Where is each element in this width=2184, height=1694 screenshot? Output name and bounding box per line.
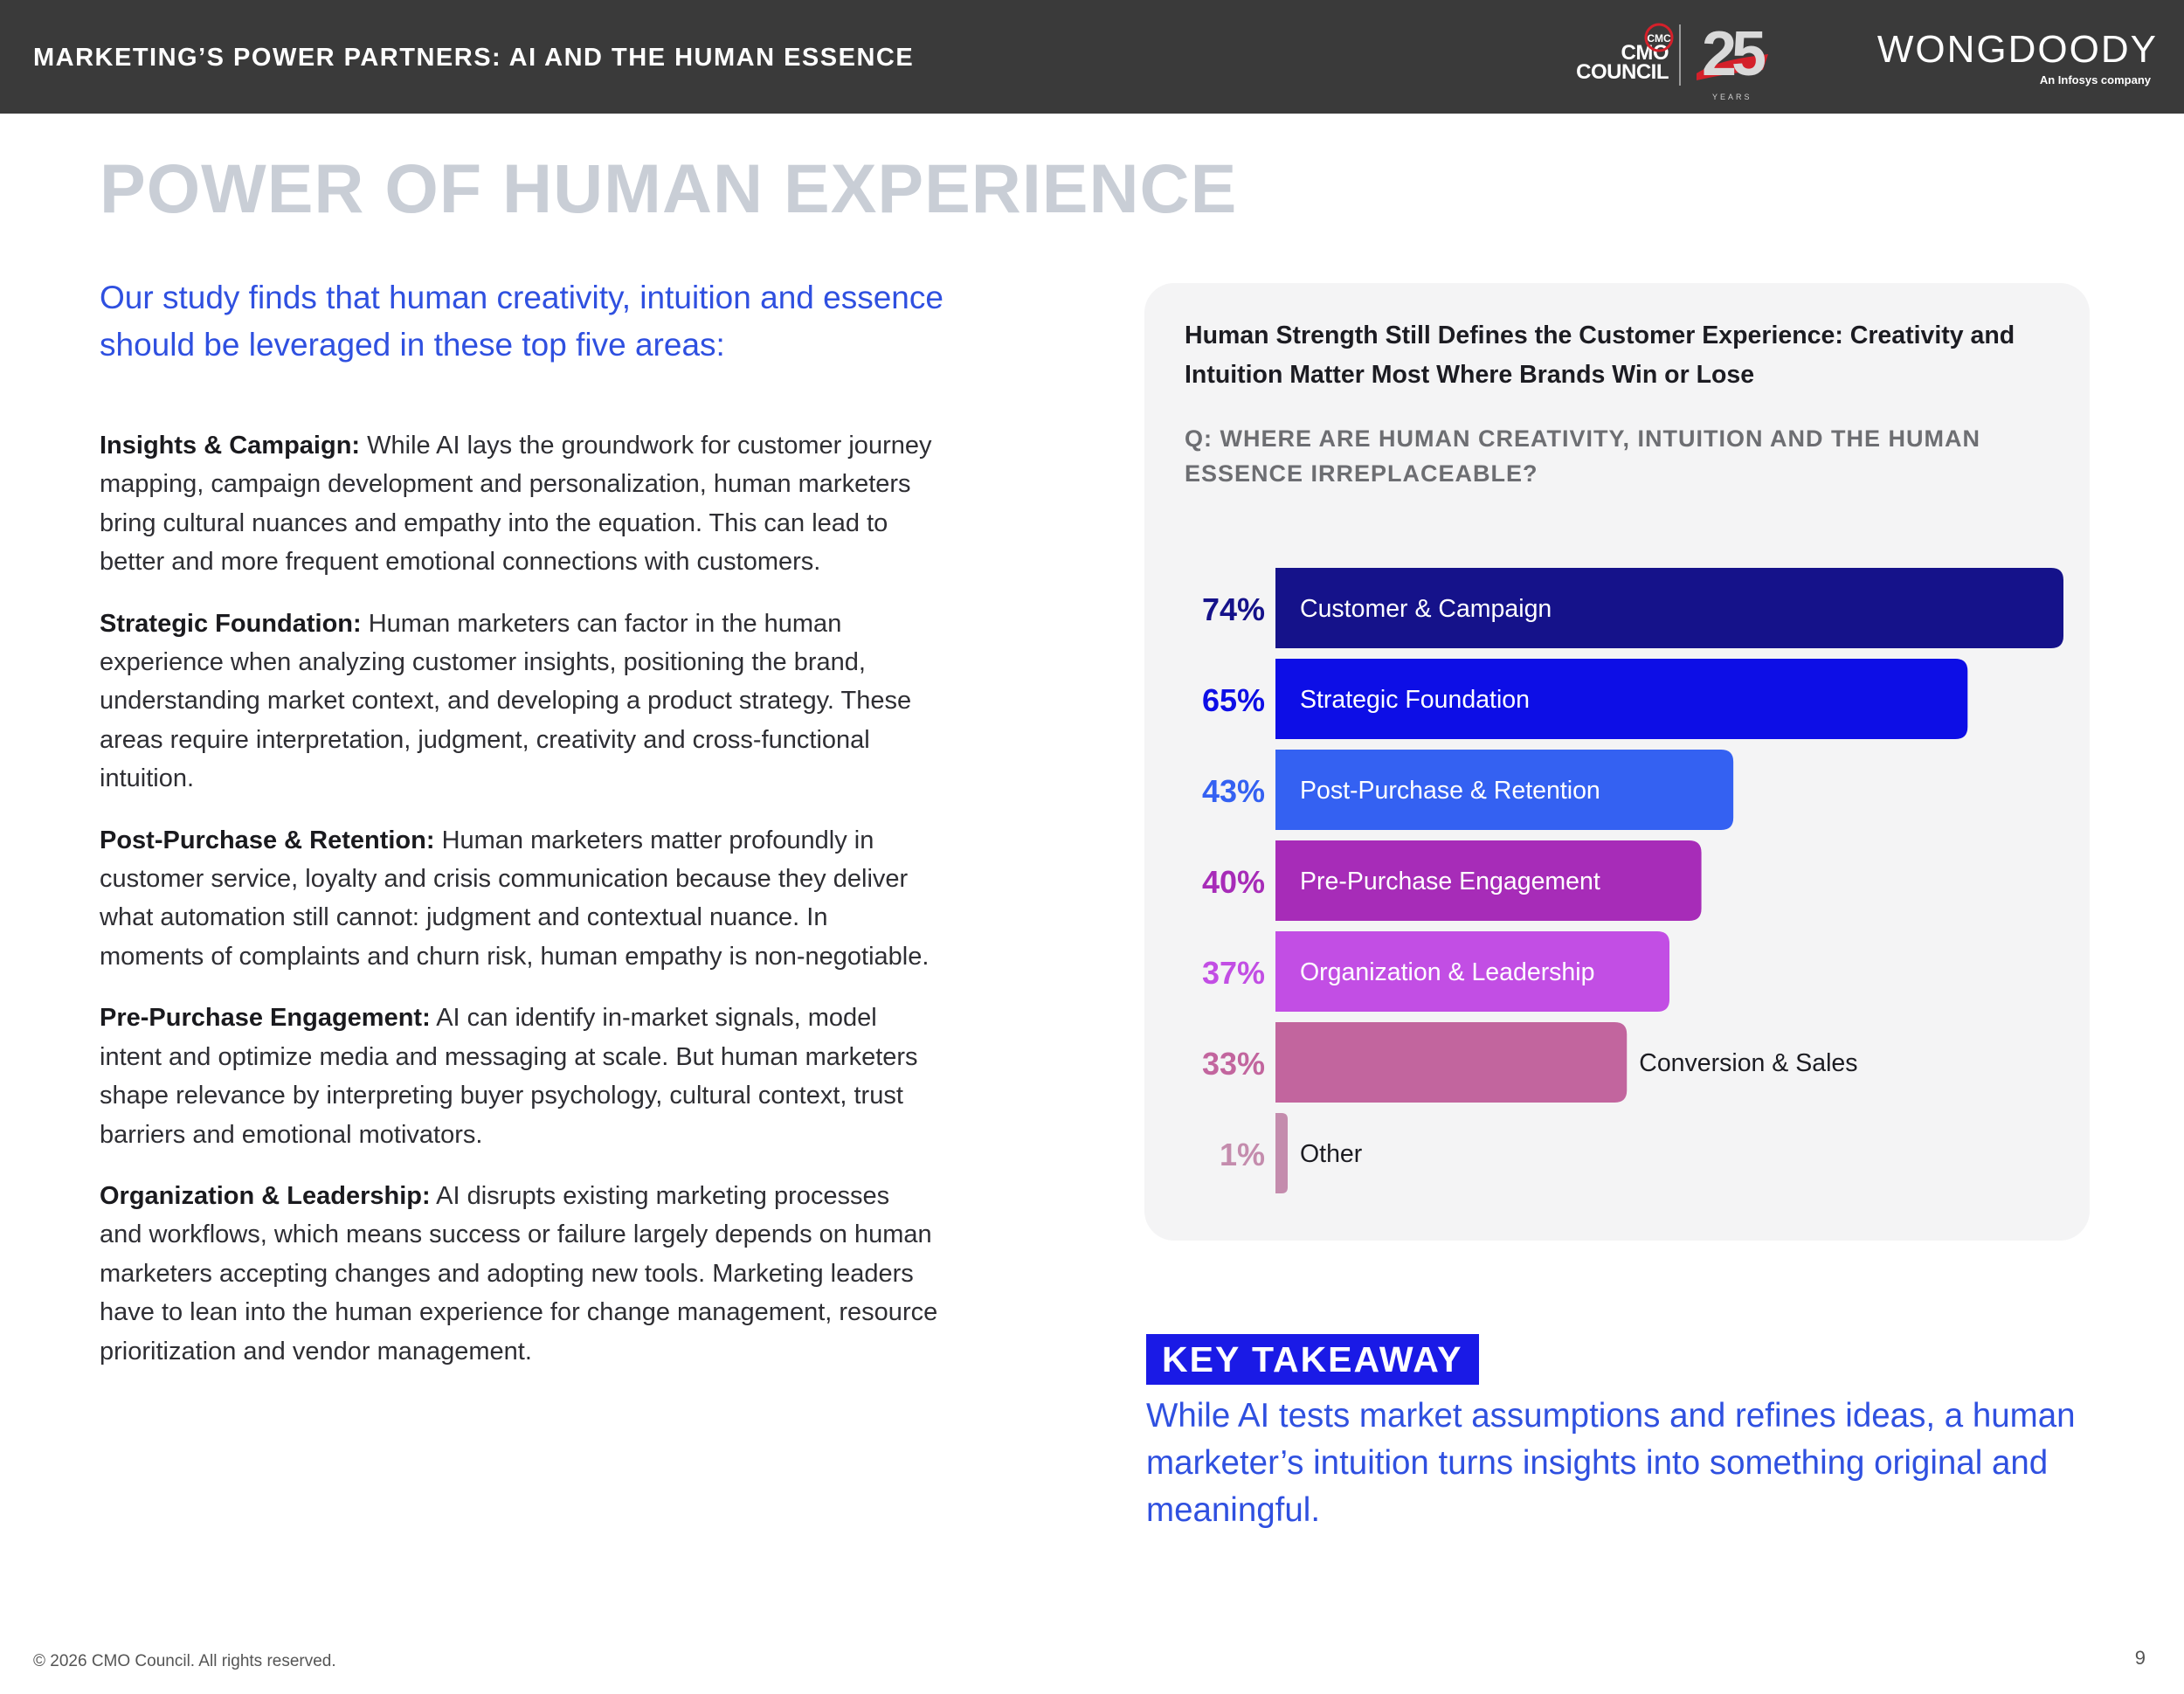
cmo-logo-line1: CMO — [1621, 41, 1669, 65]
key-takeaway-badge: KEY TAKEAWAY — [1146, 1334, 1479, 1385]
value-label: 1% — [1219, 1137, 1265, 1172]
category-label: Conversion & Sales — [1639, 1049, 1858, 1077]
bar-conversion-sales — [1275, 1022, 1627, 1103]
page-number: 9 — [2134, 1647, 2146, 1669]
area-label: Insights & Campaign: — [100, 432, 361, 460]
area-text: Human marketers matter profoundly in customer service, loyalty and crisis communication because they deliver what automation still cannot: judgment and contextual nuance. In moments of complaints and churn risk, human empathy is non-negotiable. — [100, 826, 930, 971]
chart-card — [1144, 283, 2090, 1241]
cmc-mark-icon — [1639, 23, 1679, 52]
area-insights-campaign — [100, 426, 938, 582]
value-label: 40% — [1201, 864, 1265, 900]
category-label: Other — [1300, 1140, 1363, 1168]
page-title: POWER OF HUMAN EXPERIENCE — [100, 149, 1238, 227]
top-banner — [0, 0, 2184, 114]
chart-title: Human Strength Still Defines the Customer Experience: Creativity and Intuition Matter Most Where Brands Win or Lose — [1185, 322, 2015, 389]
area-pre-purchase-engagement — [100, 999, 938, 1154]
twenty-five-number: 25 — [1701, 19, 1762, 89]
intro-text: Our study finds that human creativity, intuition and essence should be leveraged in these top five areas: — [100, 280, 943, 363]
bar-chart — [1144, 283, 2090, 1241]
area-label: Strategic Foundation: — [100, 609, 362, 638]
wongdoody-logo — [1870, 28, 2158, 98]
area-text: While AI lays the groundwork for customer journey mapping, campaign development and personalization, human marketers bring cultural nuances and empathy into the equation. This can lead to better and more frequent emotional connections with customers. — [100, 432, 932, 577]
survey-question: Q: WHERE ARE HUMAN CREATIVITY, INTUITION AND THE HUMAN ESSENCE IRREPLACEABLE? — [1185, 425, 1980, 487]
value-label: 65% — [1201, 682, 1265, 718]
wongdoody-subline: An Infosys company — [2039, 73, 2151, 86]
key-takeaway-text: While AI tests market assumptions and refines ideas, a human marketer’s intuition turns insights into something original and meaningful. — [1146, 1397, 2076, 1529]
wongdoody-wordmark: WONGDOODY — [1876, 28, 2158, 71]
area-post-purchase-retention — [100, 821, 938, 977]
area-label: Organization & Leadership: — [100, 1181, 431, 1210]
value-label: 74% — [1201, 591, 1265, 627]
area-organization-leadership — [100, 1177, 938, 1371]
logo-divider — [1679, 24, 1681, 86]
category-label: Pre-Purchase Engagement — [1300, 868, 1600, 895]
area-label: Post-Purchase & Retention: — [100, 826, 435, 854]
category-label: Organization & Leadership — [1300, 958, 1595, 986]
bar-other — [1275, 1113, 1288, 1193]
area-label: Pre-Purchase Engagement: — [100, 1004, 431, 1033]
value-label: 43% — [1201, 773, 1265, 809]
area-strategic-foundation — [100, 605, 938, 799]
report-title: MARKETING’S POWER PARTNERS: AI AND THE HUMAN ESSENCE — [33, 44, 915, 72]
category-label: Strategic Foundation — [1300, 686, 1530, 714]
areas-list — [100, 426, 938, 1393]
copyright: © 2026 CMO Council. All rights reserved. — [33, 1652, 336, 1670]
area-text: AI can identify in-market signals, model intent and optimize media and messaging at scale. But human marketers shape relevance by interpreting buyer psychology, cultural context, trust barriers and emotional motivators. — [100, 1004, 918, 1149]
years-label: YEARS — [1712, 93, 1752, 101]
cmc-mark-label: CMC — [1647, 32, 1671, 45]
area-text: Human marketers can factor in the human experience when analyzing customer insights, positioning the brand, understanding market context, and developing a product strategy. These areas require interpretation, judgment, creativity and cross-functional intuition. — [100, 609, 912, 793]
cmo-logo-line2: COUNCIL — [1576, 60, 1669, 84]
category-label: Customer & Campaign — [1300, 595, 1552, 623]
value-label: 33% — [1201, 1046, 1265, 1082]
area-text: AI disrupts existing marketing processes and workflows, which means success or failure largely depends on human marketers accepting changes and adopting new tools. Marketing leaders have to lean into the human experience for change management, resource prioritization and vendor management. — [100, 1181, 938, 1366]
value-label: 37% — [1201, 955, 1265, 991]
category-label: Post-Purchase & Retention — [1300, 777, 1600, 805]
twenty-five-years-icon — [1690, 19, 1777, 89]
cmo-council-logo — [1572, 19, 1782, 103]
